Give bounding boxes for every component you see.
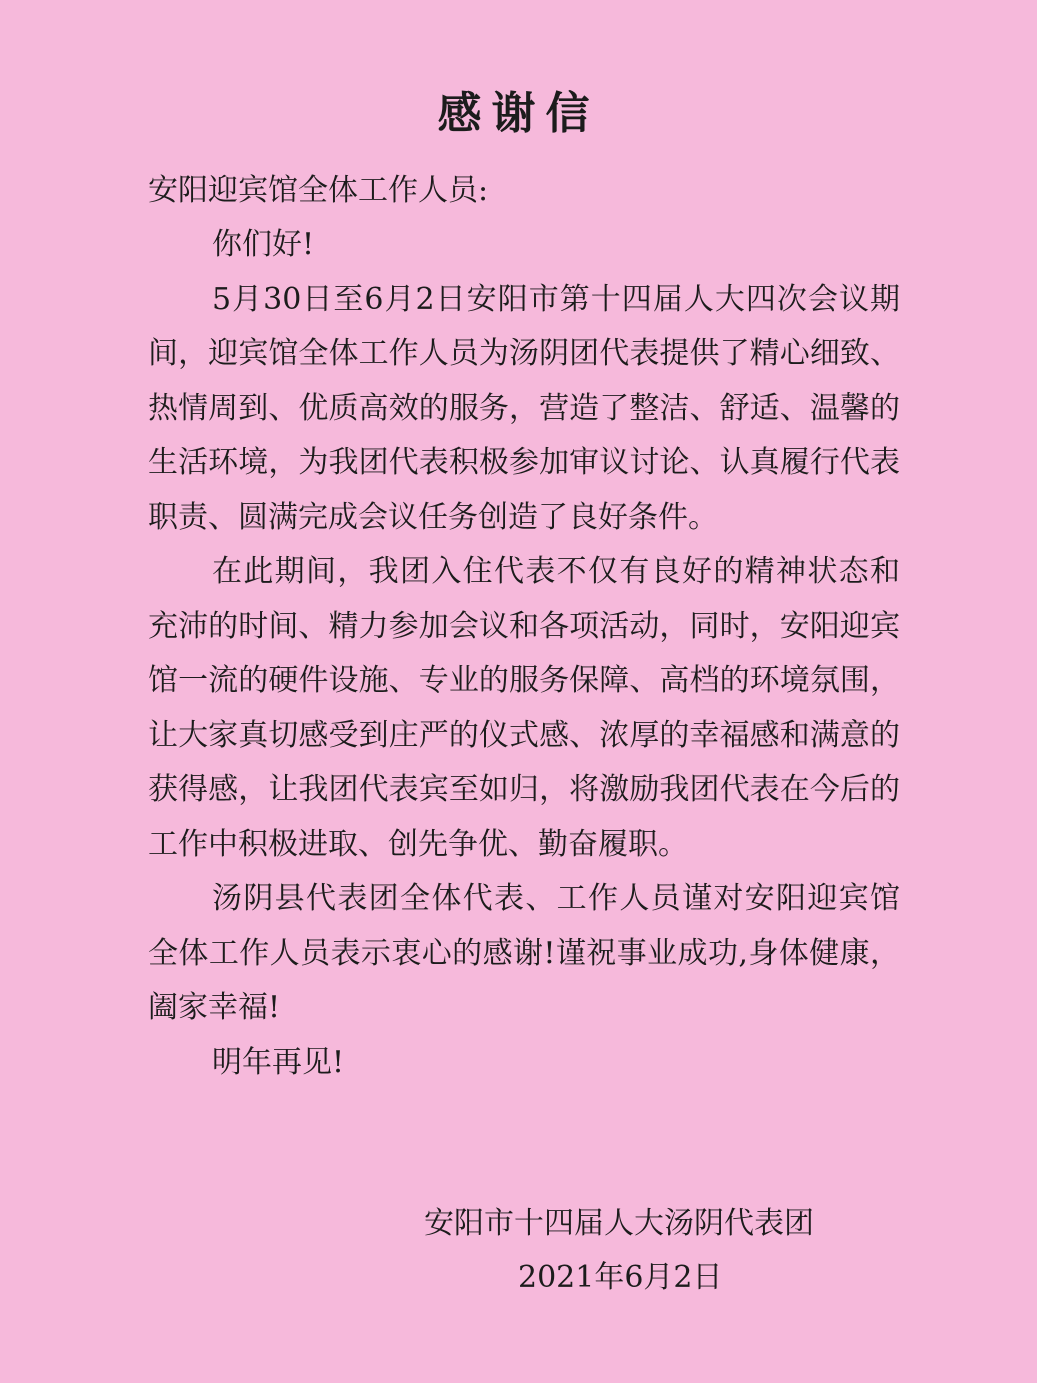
- letter-date: 2021年6月2日: [518, 1260, 723, 1295]
- letter-salutation: 安阳迎宾馆全体工作人员:: [148, 173, 489, 208]
- letter-signature: 安阳市十四届人大汤阴代表团: [424, 1206, 814, 1241]
- closing-paragraph: 明年再见!: [212, 1044, 345, 1080]
- letter-title: 感谢信: [437, 88, 600, 139]
- greeting-paragraph: 你们好!: [212, 227, 315, 262]
- body-paragraph: 在此期间，我团入住代表不仅有良好的精神状态和充沛的时间、精力参加会议和各项活动，同时，安阳迎宾馆一流的硬件设施、专业的服务保障、高档的环境氛围，让大家真切感受到庄严的仪式感、浓厚的幸福感和满意的获得感，让我团代表宾至如归，将激励我团代表在今后的工作中积极进取、创先争优、勤奋履职。: [148, 554, 900, 862]
- letter-body: [148, 218, 900, 1090]
- body-paragraph: 5月30日至6月2日安阳市第十四届人大四次会议期间，迎宾馆全体工作人员为汤阴团代表提供了精心细致、热情周到、优质高效的服务，营造了整洁、舒适、温馨的生活环境，为我团代表积极参加审议讨论、认真履行代表职责、圆满完成会议任务创造了良好条件。: [148, 281, 900, 535]
- body-paragraph: 汤阴县代表团全体代表、工作人员谨对安阳迎宾馆全体工作人员表示衷心的感谢!谨祝事业成功,身体健康，阖家幸福!: [148, 881, 900, 1025]
